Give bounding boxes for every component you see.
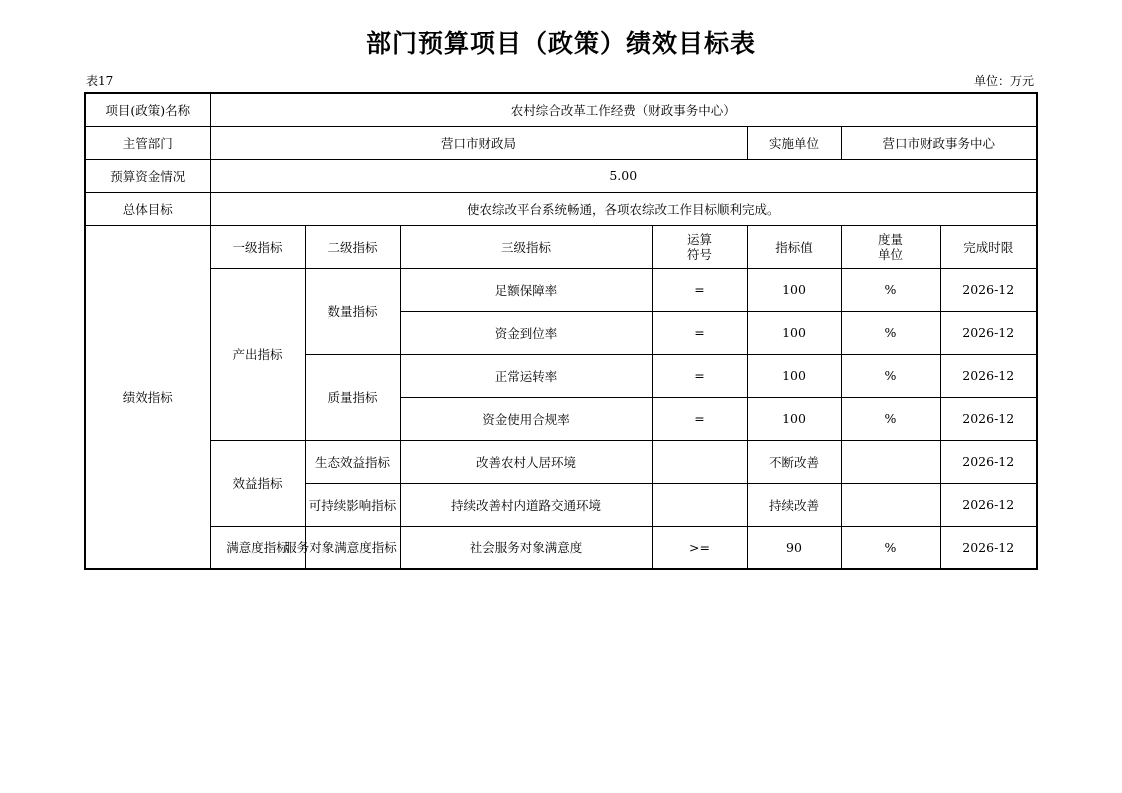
project-name-value: 农村综合改革工作经费（财政事务中心） [210,93,1037,126]
implementing-unit-label: 实施单位 [747,126,841,159]
group-service-satisfaction [284,526,400,569]
indicator-deadline: 2026-12 [940,397,1037,440]
indicator-name: 资金使用合规率 [400,397,652,440]
group-sustain: 可持续影响指标 [305,483,400,526]
indicator-name: 资金到位率 [400,311,652,354]
header-deadline: 完成时限 [940,225,1037,268]
indicator-deadline: 2026-12 [940,526,1037,569]
header-unit-line1: 度量 [877,231,903,247]
overall-goal-value: 使农综改平台系统畅通，各项农综改工作目标顺利完成。 [210,192,1037,225]
header-level1: 一级指标 [210,225,305,268]
indicator-deadline: 2026-12 [940,311,1037,354]
table-row [85,440,1037,483]
project-name-row [85,93,1037,126]
header-unit-line2: 单位 [877,246,903,262]
indicator-value: 90 [747,526,841,569]
overall-goal-row [85,192,1037,225]
indicator-value: 100 [747,354,841,397]
group-benefit: 效益指标 [210,440,305,526]
indicator-unit: % [841,397,940,440]
department-label: 主管部门 [85,126,210,159]
indicator-operator [652,440,747,483]
indicator-deadline: 2026-12 [940,483,1037,526]
header-target-value: 指标值 [747,225,841,268]
header-level3: 三级指标 [400,225,652,268]
group-satisfaction: 满意度指标 [210,526,305,569]
group-ecology: 生态效益指标 [305,440,400,483]
indicator-operator: = [652,354,747,397]
indicator-value: 持续改善 [747,483,841,526]
group-output: 产出指标 [210,268,305,440]
budget-row [85,159,1037,192]
indicator-operator: = [652,311,747,354]
indicator-name: 足额保障率 [400,268,652,311]
indicator-header-row [85,225,1037,268]
indicator-value: 100 [747,268,841,311]
indicator-value: 100 [747,311,841,354]
indicator-unit: % [841,354,940,397]
department-row [85,126,1037,159]
indicator-value: 100 [747,397,841,440]
indicator-unit: % [841,311,940,354]
indicator-operator: >= [652,526,747,569]
table-row [85,268,1037,311]
budget-label: 预算资金情况 [85,159,210,192]
budget-value: 5.00 [210,159,1037,192]
indicator-operator: = [652,397,747,440]
indicator-name: 正常运转率 [400,354,652,397]
indicator-deadline: 2026-12 [940,440,1037,483]
page-title: 部门预算项目（政策）绩效目标表 [365,29,756,58]
indicator-value: 不断改善 [747,440,841,483]
performance-target-table [84,92,1038,570]
indicator-unit [841,440,940,483]
department-value: 营口市财政局 [210,126,747,159]
indicator-name: 社会服务对象满意度 [400,526,652,569]
header-operator [652,225,747,268]
indicator-name: 改善农村人居环境 [400,440,652,483]
indicator-operator [652,483,747,526]
indicator-unit [841,483,940,526]
unit-label: 单位：万元 [973,74,1034,88]
indicator-deadline: 2026-12 [940,268,1037,311]
header-operator-line2: 符号 [686,246,712,262]
implementing-unit-value: 营口市财政事务中心 [841,126,1037,159]
header-measure-unit [841,225,940,268]
table-number: 表17 [86,74,114,88]
indicator-operator: = [652,268,747,311]
group-service-satisfaction-text: 服务对象满意度指标 [284,540,397,556]
group-quality: 质量指标 [305,354,400,440]
project-name-label: 项目(政策)名称 [85,93,210,126]
indicator-name: 持续改善村内道路交通环境 [400,483,652,526]
indicator-unit: % [841,268,940,311]
overall-goal-label: 总体目标 [85,192,210,225]
header-operator-line1: 运算 [686,231,712,247]
performance-indicator-label: 绩效指标 [85,225,210,569]
header-level2: 二级指标 [305,225,400,268]
indicator-deadline: 2026-12 [940,354,1037,397]
group-quantity: 数量指标 [305,268,400,354]
indicator-unit: % [841,526,940,569]
table-row [85,526,1037,569]
